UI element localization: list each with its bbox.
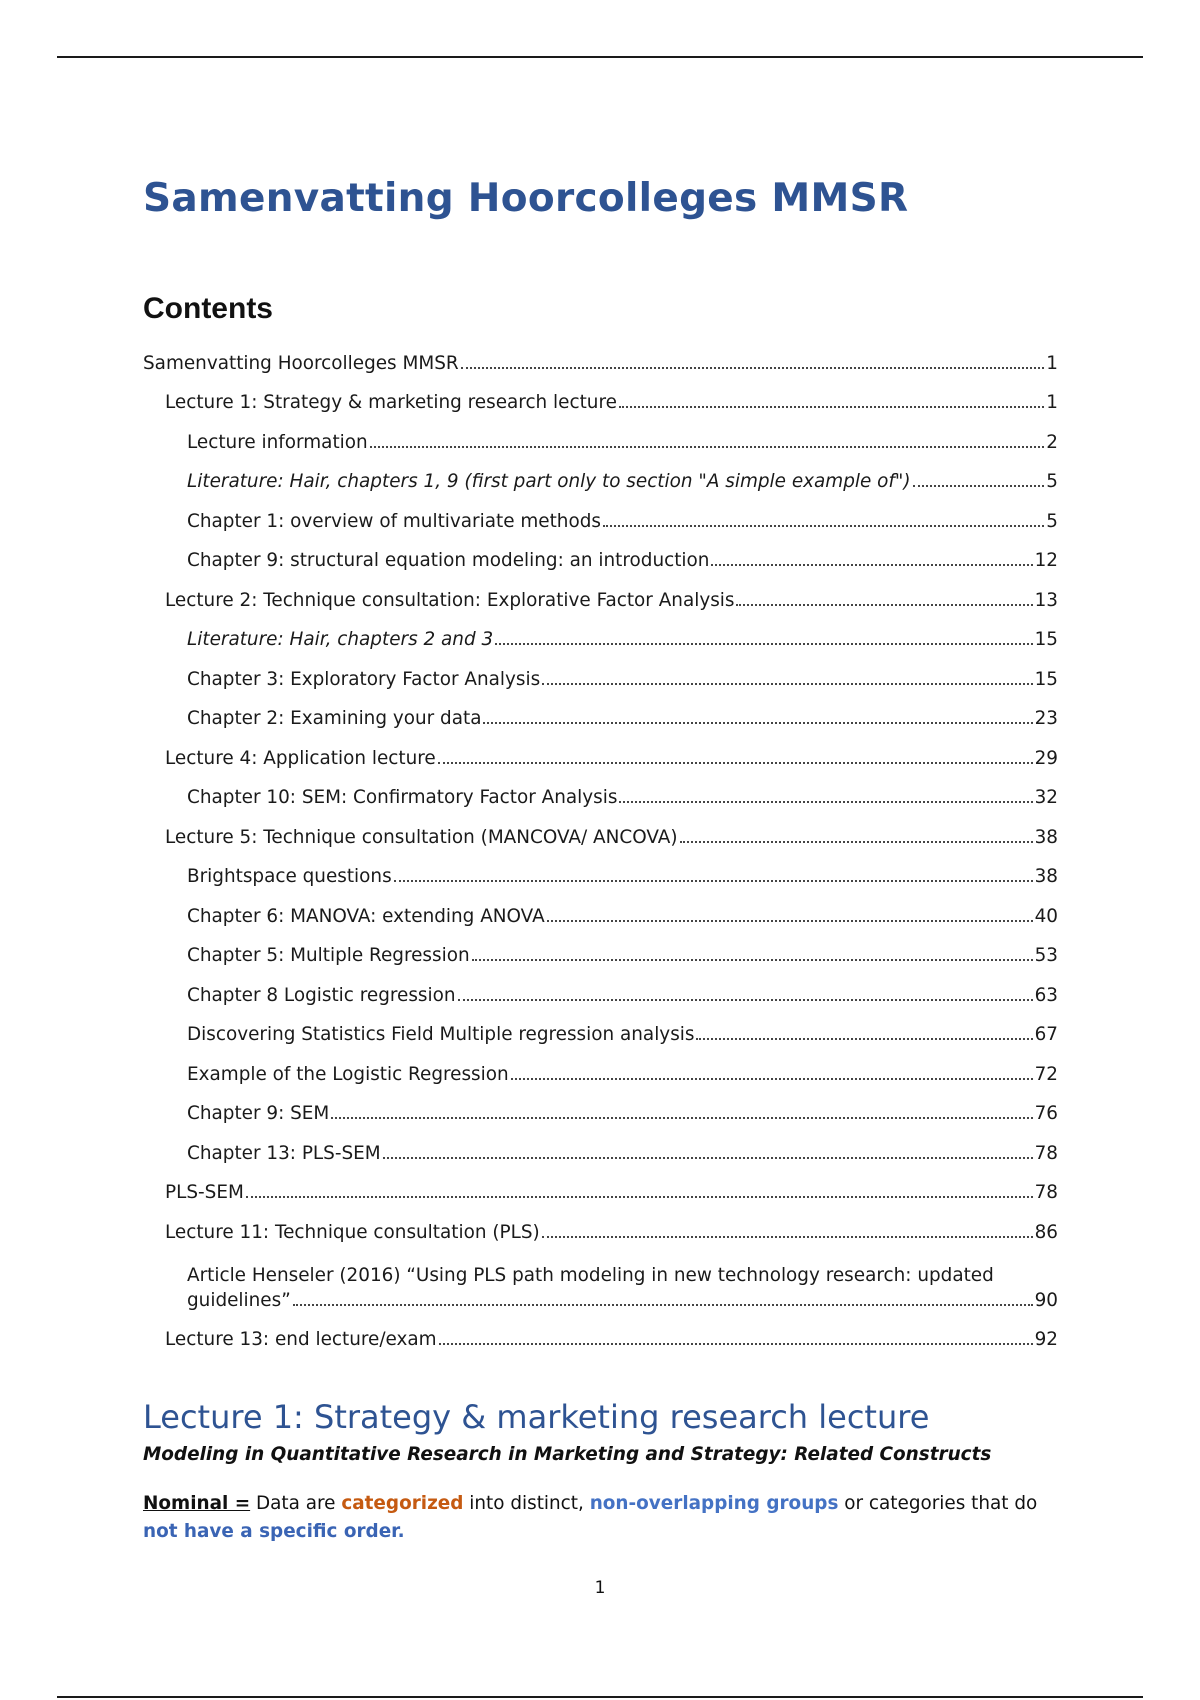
toc-entry[interactable] xyxy=(143,773,1058,813)
toc-entry-title: Chapter 9: SEM xyxy=(187,1103,330,1124)
toc-entry-page: 78 xyxy=(1034,1142,1058,1164)
toc-leader-dots xyxy=(383,1157,1033,1159)
toc-entry-title: Literature: Hair, chapters 1, 9 (first part only to section "A simple example of") xyxy=(187,471,911,492)
toc-entry-page: 2 xyxy=(1046,431,1058,453)
toc-entry-page: 90 xyxy=(1034,1289,1058,1311)
toc-leader-dots xyxy=(439,1343,1033,1345)
definition-paragraph xyxy=(143,1490,1058,1546)
toc-entry-page: 29 xyxy=(1034,747,1058,769)
toc-leader-dots xyxy=(542,1236,1033,1238)
toc-leader-dots xyxy=(438,762,1033,764)
toc-entry-page: 12 xyxy=(1034,550,1058,571)
toc-entry[interactable] xyxy=(143,970,1058,1010)
toc-entry[interactable] xyxy=(143,1207,1058,1247)
toc-entry-page: 5 xyxy=(1046,510,1058,532)
toc-entry-title: Lecture 13: end lecture/exam xyxy=(165,1329,437,1350)
keyword-categorized: categorized xyxy=(341,1493,464,1514)
definition-text-1: Data are xyxy=(250,1493,342,1514)
toc-entry[interactable] xyxy=(143,1049,1058,1089)
toc-entry[interactable] xyxy=(143,1168,1058,1208)
toc-entry-title: Chapter 3: Exploratory Factor Analysis xyxy=(187,668,541,690)
toc-entry[interactable] xyxy=(143,852,1058,892)
toc-entry-page: 32 xyxy=(1034,787,1058,808)
toc-entry[interactable] xyxy=(143,378,1058,418)
page-number: 1 xyxy=(594,1578,606,1598)
toc-leader-dots xyxy=(542,683,1032,685)
toc-entry-page: 15 xyxy=(1034,668,1058,690)
toc-entry-page: 53 xyxy=(1034,945,1058,966)
toc-entry-page: 38 xyxy=(1034,866,1058,887)
toc-leader-dots xyxy=(461,367,1045,369)
definition-term: Nominal = xyxy=(143,1493,251,1514)
toc-leader-dots xyxy=(547,920,1033,922)
toc-leader-dots xyxy=(619,801,1032,803)
toc-entry-page: 78 xyxy=(1034,1182,1058,1203)
toc-entry[interactable] xyxy=(143,575,1058,615)
keyword-no-order: not have a specific order. xyxy=(143,1521,405,1542)
toc-entry[interactable] xyxy=(143,457,1058,497)
toc-entry-page: 15 xyxy=(1034,629,1058,650)
toc-entry[interactable] xyxy=(143,338,1058,378)
toc-entry-title: Lecture 2: Technique consultation: Explorative Factor Analysis xyxy=(165,589,735,611)
toc-entry-page: 38 xyxy=(1034,826,1058,848)
toc-entry-page: 67 xyxy=(1034,1024,1058,1045)
toc-entry-page: 1 xyxy=(1046,392,1058,413)
toc-entry[interactable] xyxy=(143,417,1058,457)
toc-leader-dots xyxy=(736,604,1032,606)
contents-heading: Contents xyxy=(143,292,273,325)
toc-entry-page: 13 xyxy=(1034,589,1058,611)
toc-entry[interactable] xyxy=(143,654,1058,694)
toc-entry-title: Lecture 11: Technique consultation (PLS) xyxy=(165,1221,540,1243)
toc-entry-title: Chapter 13: PLS-SEM xyxy=(187,1142,381,1164)
toc-leader-dots xyxy=(458,999,1033,1001)
toc-leader-dots xyxy=(511,1078,1033,1080)
toc-entry-title: Chapter 2: Examining your data xyxy=(187,708,482,729)
section-subheading: Modeling in Quantitative Research in Marketing and Strategy: Related Constructs xyxy=(143,1444,992,1465)
toc-entry[interactable] xyxy=(143,615,1058,655)
toc-entry[interactable] xyxy=(143,496,1058,536)
keyword-non-overlapping: non-overlapping groups xyxy=(589,1493,839,1514)
toc-leader-dots xyxy=(293,1304,1033,1306)
toc-entry-page: 1 xyxy=(1046,352,1058,374)
toc-entry-title: Samenvatting Hoorcolleges MMSR xyxy=(143,352,459,374)
toc-leader-dots xyxy=(370,446,1045,448)
toc-leader-dots xyxy=(603,525,1044,527)
toc-entry-title-continued: guidelines” xyxy=(187,1289,291,1311)
toc-entry-title: Chapter 6: MANOVA: extending ANOVA xyxy=(187,905,545,927)
footer-rule xyxy=(57,1696,1143,1698)
toc-entry[interactable] xyxy=(143,1089,1058,1129)
toc-entry-page: 63 xyxy=(1034,984,1058,1006)
toc-entry[interactable] xyxy=(143,931,1058,971)
toc-entry-title: Chapter 5: Multiple Regression xyxy=(187,945,470,966)
toc-entry-title: Example of the Logistic Regression xyxy=(187,1063,509,1085)
toc-leader-dots xyxy=(711,564,1032,566)
toc-entry[interactable] xyxy=(143,733,1058,773)
toc-entry[interactable] xyxy=(143,1315,1058,1355)
toc-entry-title: Chapter 1: overview of multivariate methods xyxy=(187,510,601,532)
toc-leader-dots xyxy=(483,722,1032,724)
toc-entry-page: 23 xyxy=(1034,708,1058,729)
toc-leader-dots xyxy=(394,880,1033,882)
toc-entry-page: 72 xyxy=(1034,1063,1058,1085)
toc-entry-title: Literature: Hair, chapters 2 and 3 xyxy=(187,629,494,650)
toc-entry-title: Lecture 1: Strategy & marketing research lecture xyxy=(165,392,617,413)
toc-leader-dots xyxy=(619,406,1044,408)
toc-entry-title: Lecture 5: Technique consultation (MANCOVA/ ANCOVA) xyxy=(165,826,678,848)
toc-entry-title: Lecture 4: Application lecture xyxy=(165,747,436,769)
toc-entry[interactable] xyxy=(143,536,1058,576)
toc-leader-dots xyxy=(472,959,1033,961)
toc-entry[interactable] xyxy=(143,1247,1058,1315)
toc-entry-title: Chapter 8 Logistic regression xyxy=(187,984,456,1006)
toc-entry-page: 86 xyxy=(1034,1221,1058,1243)
toc-entry[interactable] xyxy=(143,1128,1058,1168)
toc-entry-title: Article Henseler (2016) “Using PLS path modeling in new technology research: updated xyxy=(187,1264,994,1286)
section-heading: Lecture 1: Strategy & marketing research lecture xyxy=(143,1398,930,1436)
toc-entry-title: Brightspace questions xyxy=(187,866,392,887)
toc-entry-title: Lecture information xyxy=(187,431,368,453)
toc-entry-title: Chapter 9: structural equation modeling: an introduction xyxy=(187,550,710,571)
toc-leader-dots xyxy=(696,1038,1032,1040)
toc-leader-dots xyxy=(246,1196,1033,1198)
toc-entry-title: Discovering Statistics Field Multiple regression analysis xyxy=(187,1024,695,1045)
toc-entry[interactable] xyxy=(143,812,1058,852)
header-rule xyxy=(57,56,1143,58)
toc-entry[interactable] xyxy=(143,1010,1058,1050)
table-of-contents xyxy=(143,338,1058,1354)
toc-leader-dots xyxy=(331,1117,1032,1119)
toc-entry[interactable] xyxy=(143,891,1058,931)
document-title: Samenvatting Hoorcolleges MMSR xyxy=(143,176,909,221)
definition-text-2: into distinct, xyxy=(463,1493,590,1514)
definition-text-3: or categories that do xyxy=(838,1493,1038,1514)
toc-leader-dots xyxy=(913,485,1045,487)
toc-entry-page: 76 xyxy=(1034,1103,1058,1124)
toc-entry-page: 40 xyxy=(1034,905,1058,927)
toc-entry[interactable] xyxy=(143,694,1058,734)
toc-entry-page: 92 xyxy=(1034,1329,1058,1350)
toc-leader-dots xyxy=(495,643,1032,645)
toc-leader-dots xyxy=(680,841,1033,843)
toc-entry-title: PLS-SEM xyxy=(165,1182,244,1203)
toc-entry-title: Chapter 10: SEM: Confirmatory Factor Analysis xyxy=(187,787,618,808)
toc-entry-page: 5 xyxy=(1046,471,1058,492)
